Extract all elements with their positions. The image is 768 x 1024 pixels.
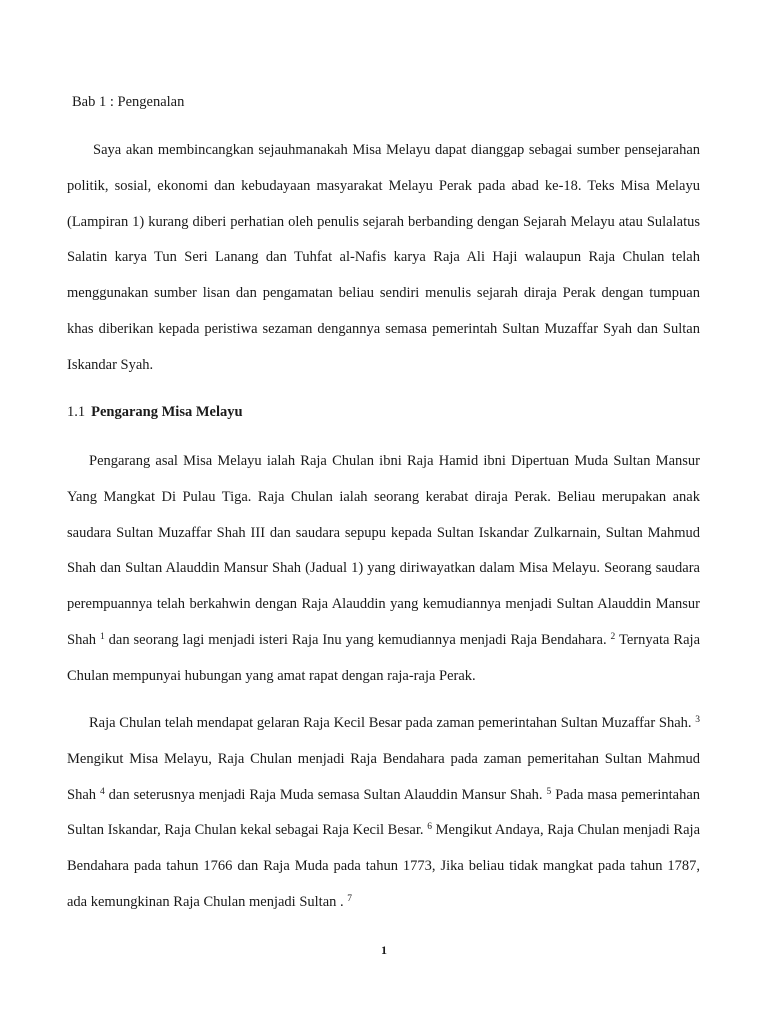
career-paragraph <box>67 706 700 921</box>
paragraph-text: Pada masa pemerintahan Sultan Iskandar, Raja Chulan kekal sebagai Raja Kecil Besar. <box>67 786 701 839</box>
chapter-title: Bab 1 : Pengenalan <box>72 94 185 110</box>
page-number: 1 <box>381 943 387 957</box>
footnote-ref-3[interactable]: 3 <box>695 715 700 725</box>
section-heading <box>67 402 243 422</box>
footnote-ref-7[interactable]: 7 <box>347 893 353 904</box>
paragraph-text: dan seterusnya menjadi Raja Muda semasa Sultan Alauddin Mansur Shah. <box>104 786 547 803</box>
paragraph-text: Pengarang asal Misa Melayu ialah Raja Chulan ibni Raja Hamid ibni Dipertuan Muda Sultan Mansur Yang Mangkat Di Pulau Tiga. Raja Chulan ialah seorang kerabat diraja Perak. Beliau merupakan anak saudara Sultan Muzaffar Shah III dan saudara sepupu kepada Sultan Iskandar Zulkarnain, Sultan Mahmud Shah dan Sultan Alauddin Mansur Shah (Jadual 1) yang diriwayatkan dalam Misa Melayu. Seorang saudara perempuannya telah berkahwin dengan Raja Alauddin yang kemudiannya menjadi Sultan Alauddin Mansur Shah <box>67 453 700 648</box>
paragraph-text: Ternyata Raja Chulan mempunyai hubungan yang amat rapat dengan raja-raja Perak. <box>67 631 701 684</box>
section-title: Pengarang Misa Melayu <box>91 404 243 420</box>
footnote-ref-5[interactable]: 5 <box>546 786 552 797</box>
footnote-ref-2[interactable]: 2 <box>610 631 616 642</box>
author-paragraph <box>67 444 700 695</box>
footnote-ref-6[interactable]: 6 <box>427 822 432 833</box>
paragraph-text: dan seorang lagi menjadi isteri Raja Inu yang kemudiannya menjadi Raja Bendahara. <box>104 631 611 648</box>
intro-paragraph: Saya akan membincangkan sejauhmanakah Misa Melayu dapat dianggap sebagai sumber pensejarahan politik, sosial, ekonomi dan kebudayaan masyarakat Melayu Perak pada abad ke-18. Teks Misa Melayu (Lampiran 1) kurang diberi perhatian oleh penulis sejarah berbanding dengan Sejarah Melayu atau Sulalatus Salatin karya Tun Seri Lanang dan Tuhfat al-Nafis karya Raja Ali Haji walaupun Raja Chulan telah menggunakan sumber lisan dan pengamatan beliau sendiri menulis sejarah diraja Perak dengan tumpuan khas diberikan kepada peristiwa sezaman dengannya semasa pemerintah Sultan Muzaffar Syah dan Sultan Iskandar Syah. <box>67 142 700 373</box>
paragraph-text: Mengikut Andaya, Raja Chulan menjadi Raja Bendahara pada tahun 1766 dan Raja Muda pada tahun 1773, Jika beliau tidak mangkat pada tahun 1787, ada kemungkinan Raja Chulan menjadi Sultan . <box>67 822 701 910</box>
section-number: 1.1 <box>67 404 86 420</box>
paragraph-text: Mengikut Misa Melayu, Raja Chulan menjadi Raja Bendahara pada zaman pemeritahan Sultan Mahmud Shah <box>67 750 700 803</box>
footnote-ref-1[interactable]: 1 <box>99 631 105 642</box>
footnote-ref-4[interactable]: 4 <box>99 786 105 797</box>
paragraph-text: Raja Chulan telah mendapat gelaran Raja Kecil Besar pada zaman pemerintahan Sultan Muzaffar Shah. <box>89 715 696 731</box>
